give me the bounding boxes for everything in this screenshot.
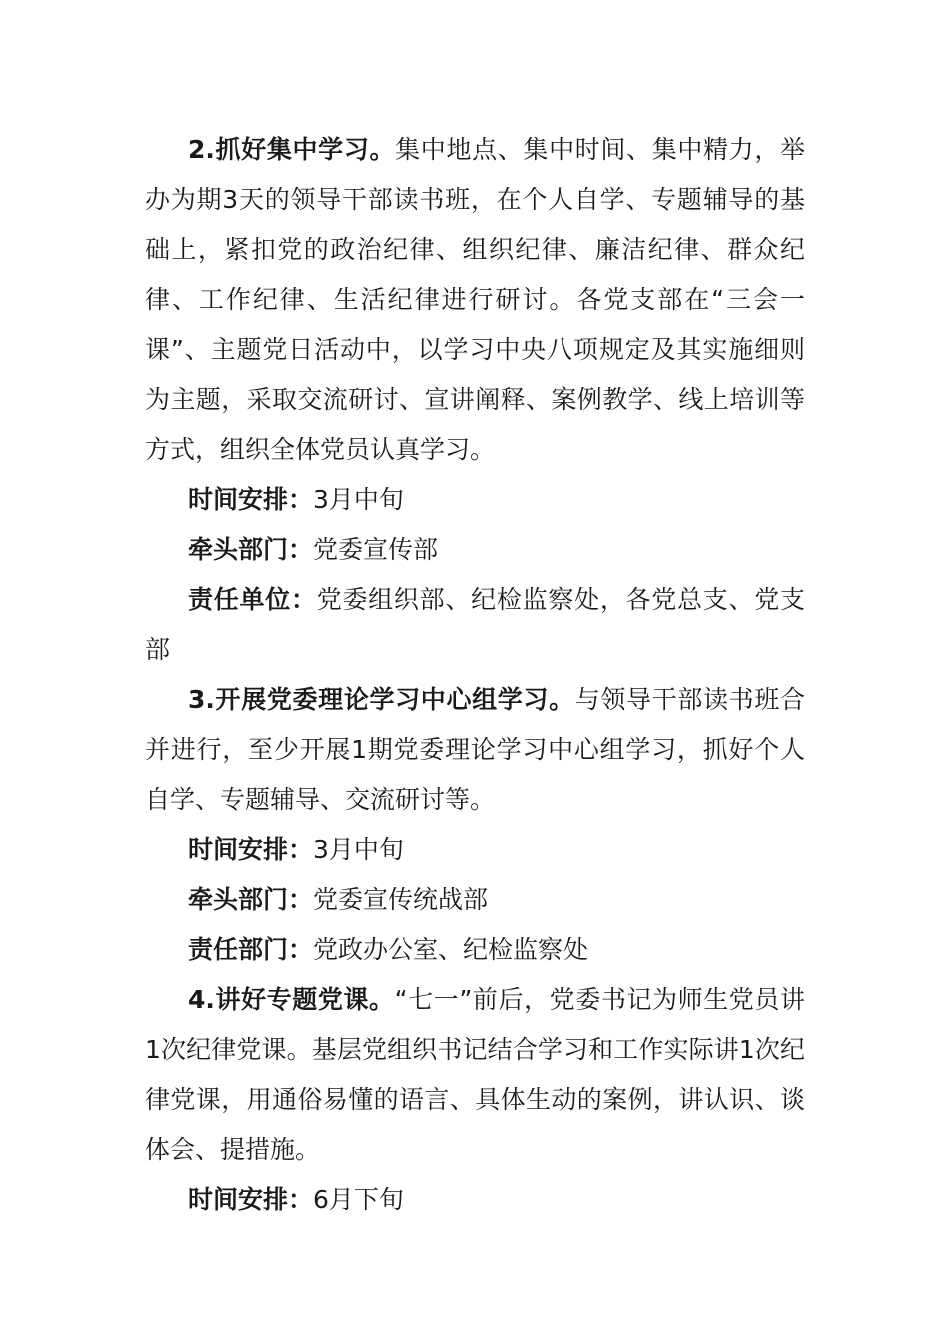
section-3-responsible xyxy=(145,925,805,975)
schedule-value: 6月下旬 xyxy=(313,1185,404,1214)
responsible-value: 党委组织部、纪检监察处，各党总支、党支部 xyxy=(145,585,805,664)
section-3-heading: 3.开展党委理论学习中心组学习。 xyxy=(188,685,575,714)
section-3-schedule xyxy=(145,825,805,875)
lead-label: 牵头部门： xyxy=(188,535,314,564)
section-2-paragraph xyxy=(145,125,805,475)
responsible-label: 责任单位： xyxy=(188,585,317,614)
section-2-responsible xyxy=(145,575,805,675)
section-3-paragraph xyxy=(145,675,805,825)
section-3-lead xyxy=(145,875,805,925)
schedule-label: 时间安排： xyxy=(188,485,314,514)
lead-label: 牵头部门： xyxy=(188,885,314,914)
section-2-schedule xyxy=(145,475,805,525)
schedule-value: 3月中旬 xyxy=(313,835,404,864)
lead-value: 党委宣传部 xyxy=(313,535,439,564)
section-2-body: 集中地点、集中时间、集中精力，举办为期3天的领导干部读书班，在个人自学、专题辅导的基础上，紧扣党的政治纪律、组织纪律、廉洁纪律、群众纪律、工作纪律、生活纪律进行研讨。各党支部在“三会一课”、主题党日活动中，以学习中央八项规定及其实施细则为主题，采取交流研讨、宣讲阐释、案例教学、线上培训等方式，组织全体党员认真学习。 xyxy=(145,135,805,464)
schedule-value: 3月中旬 xyxy=(313,485,404,514)
lead-value: 党委宣传统战部 xyxy=(313,885,489,914)
section-2-lead xyxy=(145,525,805,575)
responsible-label: 责任部门： xyxy=(188,935,314,964)
section-2-heading: 2.抓好集中学习。 xyxy=(188,135,396,164)
section-3-body: 与领导干部读书班合并进行，至少开展1期党委理论学习中心组学习，抓好个人自学、专题辅导、交流研讨等。 xyxy=(145,685,805,814)
responsible-value: 党政办公室、纪检监察处 xyxy=(313,935,589,964)
section-4-body: “七一”前后，党委书记为师生党员讲1次纪律党课。基层党组织书记结合学习和工作实际讲1次纪律党课，用通俗易懂的语言、具体生动的案例，讲认识、谈体会、提措施。 xyxy=(145,985,805,1164)
document-body xyxy=(145,125,805,1225)
section-4-schedule xyxy=(145,1175,805,1225)
schedule-label: 时间安排： xyxy=(188,1185,314,1214)
section-4-heading: 4.讲好专题党课。 xyxy=(188,985,395,1014)
schedule-label: 时间安排： xyxy=(188,835,314,864)
section-4-paragraph xyxy=(145,975,805,1175)
